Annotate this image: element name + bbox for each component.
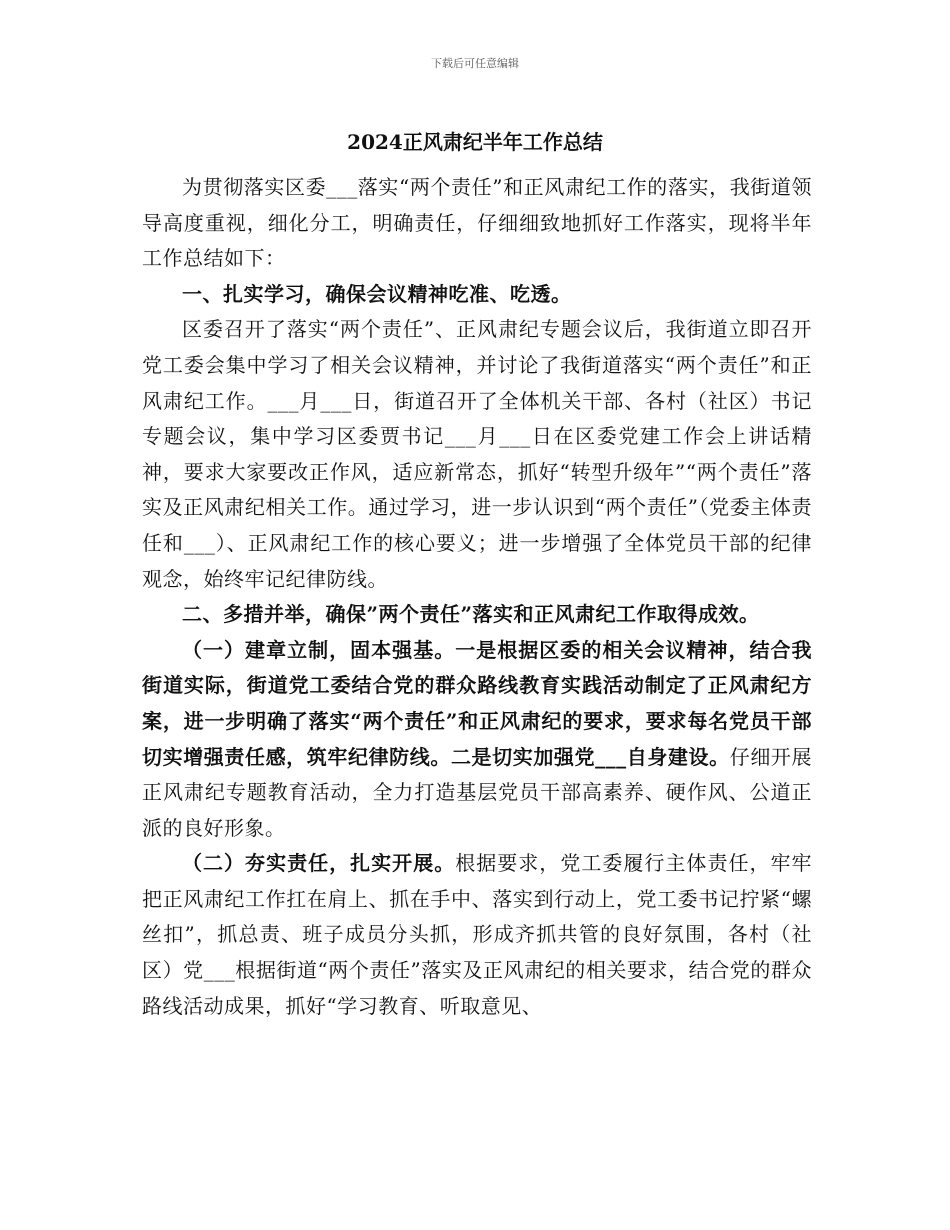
subsection2-paragraph [142,846,812,1024]
subsection1-paragraph [142,633,812,847]
subsection2-bold-text: （二）夯实责任，扎实开展。 [182,851,456,876]
section1-heading: 一、扎实学习，确保会议精神吃准、吃透。 [182,281,572,306]
subsection1-text: 仔细开展正风肃纪专题教育活动，全力打造基层党员干部高素养、硬作风、公道正派的良好形象。 [142,744,813,840]
subsection1-bold-text: （一）建章立制，固本强基。一是根据区委的相关会议精神，结合我街道实际，街道党工委结合党的群众路线教育实践活动制定了正风肃纪方案，进一步明确了落实“两个责任”和正风肃纪的要求，要求每名党员干部切实增强责任感，筑牢纪律防线。二是切实加强党___自身建设。 [142,637,812,769]
section1-paragraph: 区委召开了落实“两个责任”、正风肃纪专题会议后，我街道立即召开党工委会集中学习了相关会议精神，并讨论了我街道落实“两个责任”和正风肃纪工作。___月___日，街道召开了全体机关干部、各村（社区）书记专题会议，集中学习区委贾书记___月___日在区委党建工作会上讲话精神，要求大家要改正作风，适应新常态，抓好“转型升级年”“两个责任”落实及正风肃纪相关工作。通过学习，进一步认识到“两个责任”（党委主体责任和___）、正风肃纪工作的核心要义；进一步增强了全体党员干部的纪律观念，始终牢记纪律防线。 [142,317,812,591]
intro-paragraph: 为贯彻落实区委___落实“两个责任”和正风肃纪工作的落实，我街道领导高度重视，细化分工，明确责任，仔细细致地抓好工作落实，现将半年工作总结如下： [142,175,812,271]
document-body [142,170,812,1024]
header-note: 下载后可任意编辑 [431,57,519,70]
section2-heading: 二、多措并举，确保”两个责任”落实和正风肃纪工作取得成效。 [182,602,760,627]
subsection2-text: 根据要求，党工委履行主体责任，牢牢把正风肃纪工作扛在肩上、抓在手中、落实到行动上，党工委书记拧紧“螺丝扣”，抓总责、班子成员分头抓，形成齐抓共管的良好氛围，各村（社区）党___根据街道“两个责任”落实及正风肃纪的相关要求，结合党的群众路线活动成果，抓好“学习教育、听取意见、 [142,851,813,1018]
document-title: 2024正风肃纪半年工作总结 [347,130,603,154]
